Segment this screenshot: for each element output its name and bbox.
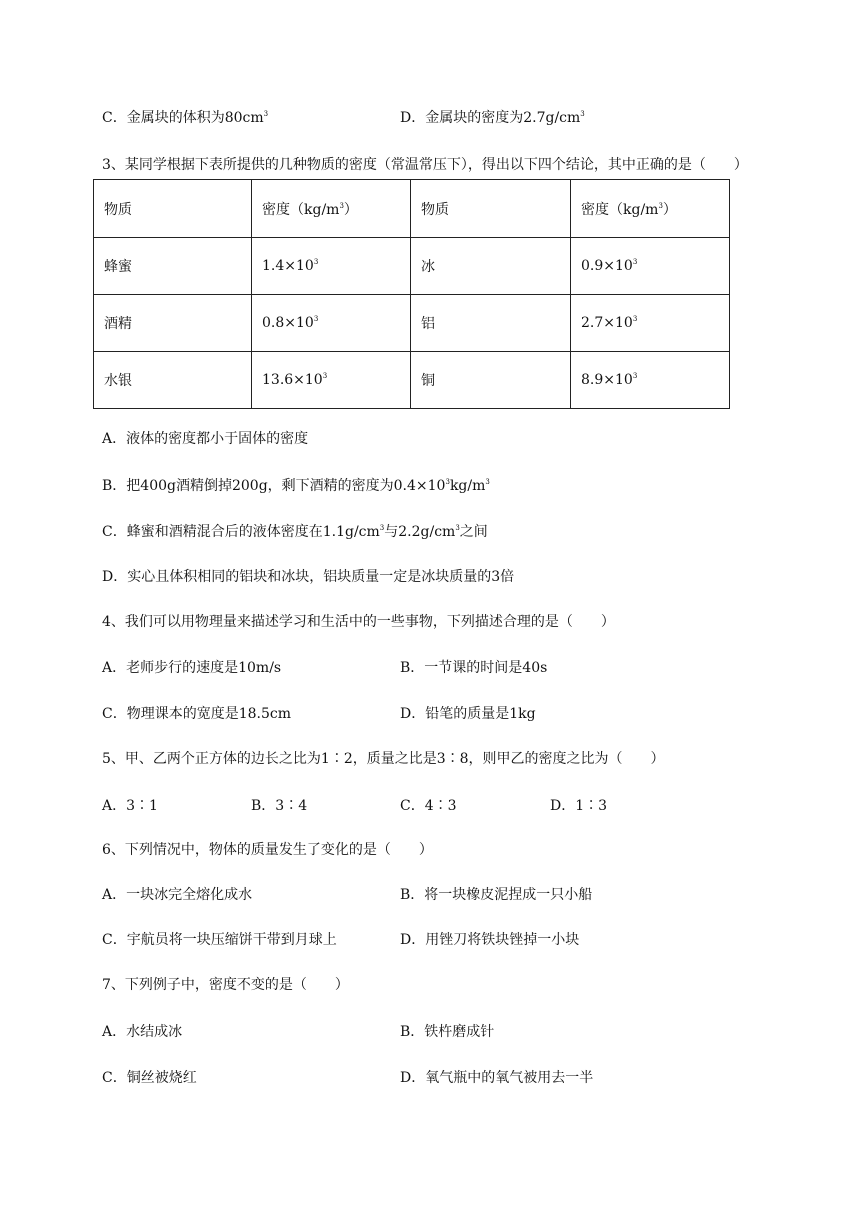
q7-option-c: C．铜丝被烧红 (102, 1070, 197, 1086)
table-row (94, 352, 730, 409)
q2-option-d: D．金属块的密度为$2.7g/cm^3$ (400, 110, 585, 126)
q4-option-c: C．物理课本的宽度是18.5cm (102, 706, 291, 722)
q3-option-a: A．液体的密度都小于固体的密度 (102, 431, 309, 447)
table-cell: $1.4\times 10^3$ (252, 238, 411, 295)
q4-option-a: A．老师步行的速度是10m/s (102, 660, 282, 676)
table-header-cell: 物质 (411, 180, 571, 238)
table-cell: $8.9\times 10^3$ (571, 352, 730, 409)
table-cell: 铜 (411, 352, 571, 409)
table-cell: 铝 (411, 295, 571, 352)
q6-option-b: B．将一块橡皮泥捏成一只小船 (400, 887, 593, 903)
table-header-cell: 密度$(kg/m^3)$ (571, 180, 730, 238)
table-cell: $0.8\times 10^3$ (252, 295, 411, 352)
density-table (93, 179, 730, 409)
table-header-cell: 物质 (94, 180, 252, 238)
q3-option-d: D．实心且体积相同的铝块和冰块，铝块质量一定是冰块质量的3倍 (102, 569, 515, 585)
q3-option-b: B．把400g酒精倒掉200g，剩下酒精的密度为$0.4\times 10^3kg/m^3$ (102, 478, 490, 494)
table-cell: $0.9\times 10^3$ (571, 238, 730, 295)
table-header-row (94, 180, 730, 238)
q6-option-a: A．一块冰完全熔化成水 (102, 887, 253, 903)
q5-option-c: C．4∶3 (400, 798, 457, 814)
q7-option-d: D．氧气瓶中的氧气被用去一半 (400, 1070, 594, 1086)
q7-option-a: A．水结成冰 (102, 1024, 183, 1040)
table-cell: 冰 (411, 238, 571, 295)
q3-option-c: C．蜂蜜和酒精混合后的液体密度在$1.1g/cm^3$与$2.2g/cm^3$之间 (102, 524, 488, 540)
table-cell: $2.7\times 10^3$ (571, 295, 730, 352)
table-cell: 水银 (94, 352, 252, 409)
q5-stem: 5、甲、乙两个正方体的边长之比为1∶2，质量之比是3∶8，则甲乙的密度之比为（ ） (102, 751, 665, 767)
q6-option-d: D．用锉刀将铁块锉掉一小块 (400, 932, 580, 948)
q6-option-c: C．宇航员将一块压缩饼干带到月球上 (102, 932, 337, 948)
q7-option-b: B．铁杵磨成针 (400, 1024, 495, 1040)
table-cell: 蜂蜜 (94, 238, 252, 295)
table-cell: 酒精 (94, 295, 252, 352)
q4-stem: 4、我们可以用物理量来描述学习和生活中的一些事物，下列描述合理的是（ ） (102, 614, 615, 630)
q2-option-c: C．金属块的体积为$80cm^3$ (102, 110, 269, 126)
q7-stem: 7、下列例子中，密度不变的是（ ） (102, 977, 349, 993)
q5-option-b: B．3∶4 (251, 798, 308, 814)
q6-stem: 6、下列情况中，物体的质量发生了变化的是（ ） (102, 842, 433, 858)
q4-option-d: D．铅笔的质量是1kg (400, 706, 536, 722)
table-row (94, 295, 730, 352)
table-header-cell: 密度$(kg/m^3)$ (252, 180, 411, 238)
table-cell: $13.6\times 10^3$ (252, 352, 411, 409)
q5-option-d: D．1∶3 (550, 798, 608, 814)
q4-option-b: B．一节课的时间是40s (400, 660, 548, 676)
table-row (94, 238, 730, 295)
q3-stem: 3、某同学根据下表所提供的几种物质的密度（常温常压下），得出以下四个结论，其中正确的是（ ） (102, 157, 748, 173)
q5-option-a: A．3∶1 (102, 798, 158, 814)
